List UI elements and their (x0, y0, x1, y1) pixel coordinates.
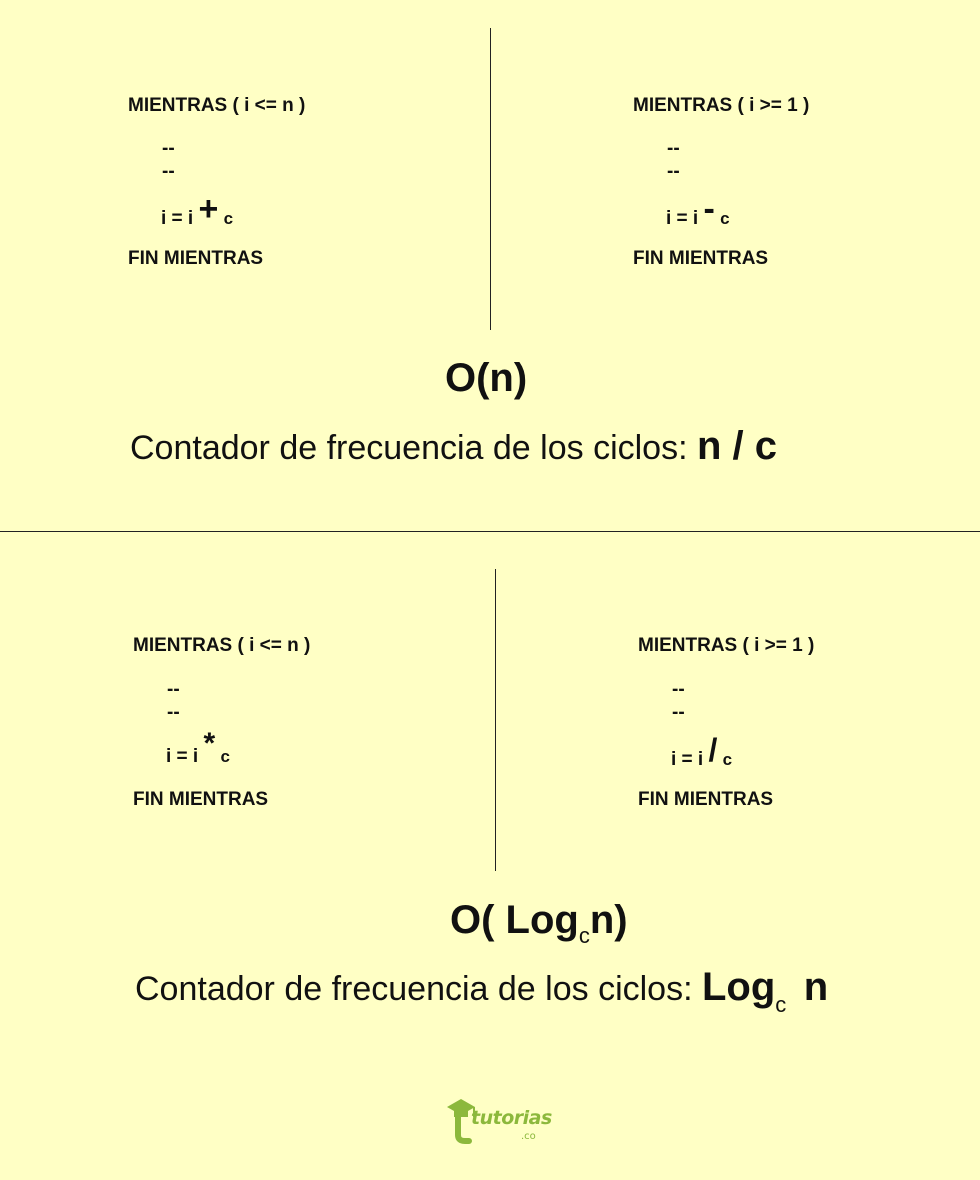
assign-prefix: i = i (161, 208, 194, 229)
divide-operator: / (708, 732, 718, 768)
minus-operator: - (703, 190, 715, 228)
logo-text: tutorias (471, 1107, 552, 1129)
section-2-divider (495, 569, 496, 871)
loop-body-line: -- (162, 161, 175, 182)
complexity-prefix: O( Log (450, 898, 579, 942)
complexity-label (450, 898, 628, 948)
multiply-statement (166, 727, 230, 768)
plus-operator: + (198, 190, 219, 228)
log-base: c (775, 992, 787, 1017)
logo-suffix: .co (521, 1131, 536, 1142)
frequency-counter (135, 965, 829, 1017)
section-separator (0, 531, 980, 532)
loop-header: MIENTRAS ( i >= 1 ) (633, 95, 810, 116)
complexity-suffix: n) (589, 898, 628, 942)
complexity-label: O(n) (445, 356, 528, 400)
loop-body-line: -- (167, 702, 180, 723)
assign-suffix: c (720, 209, 730, 228)
loop-body-line: -- (667, 161, 680, 182)
log-base: c (578, 922, 590, 948)
counter-text: Contador de frecuencia de los ciclos: (130, 429, 688, 467)
loop-footer: FIN MIENTRAS (633, 248, 769, 269)
section-1-divider (490, 28, 491, 330)
loop-header: MIENTRAS ( i <= n ) (128, 95, 306, 116)
loop-body-line: -- (672, 702, 685, 723)
assign-prefix: i = i (666, 208, 699, 229)
loop-footer: FIN MIENTRAS (128, 248, 264, 269)
assign-suffix: c (220, 747, 230, 766)
loop-body-line: -- (667, 138, 680, 159)
counter-log: Log (701, 965, 776, 1009)
assign-suffix: c (223, 209, 234, 228)
divide-statement (671, 732, 733, 770)
frequency-counter (130, 426, 777, 466)
decrement-statement (666, 190, 730, 230)
assign-prefix: i = i (166, 746, 199, 767)
increment-statement (161, 190, 234, 230)
multiply-operator: * (203, 727, 216, 760)
loop-body-line: -- (167, 679, 180, 700)
loop-header: MIENTRAS ( i <= n ) (133, 635, 311, 656)
counter-text: Contador de frecuencia de los ciclos: (135, 970, 693, 1008)
counter-value: n / c (696, 424, 778, 468)
loop-footer: FIN MIENTRAS (133, 789, 269, 810)
loop-body-line: -- (162, 138, 175, 159)
counter-n: n (803, 965, 829, 1009)
assign-suffix: c (722, 750, 733, 769)
tutorias-logo (445, 1095, 555, 1150)
loop-footer: FIN MIENTRAS (638, 789, 774, 810)
loop-body-line: -- (672, 679, 685, 700)
assign-prefix: i = i (671, 749, 704, 770)
loop-header: MIENTRAS ( i >= 1 ) (638, 635, 815, 656)
